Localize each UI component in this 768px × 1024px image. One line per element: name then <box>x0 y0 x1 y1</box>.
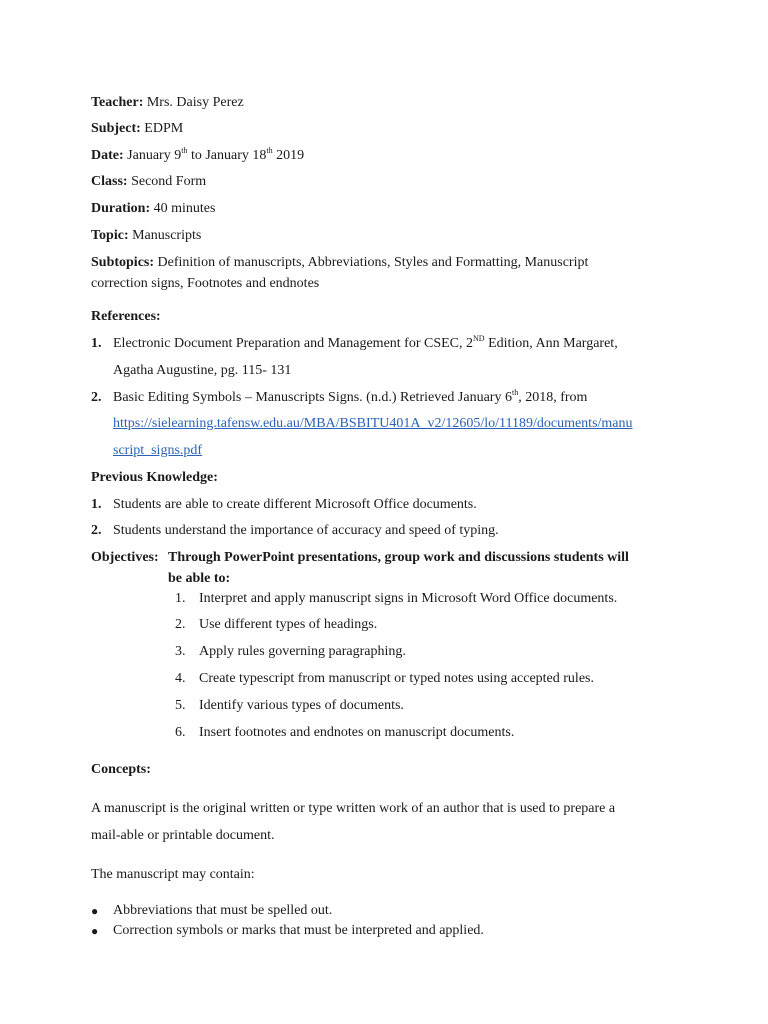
date-label: Date: <box>91 148 124 163</box>
subtopics-value-1: Definition of manuscripts, Abbreviations, Styles and Formatting, Manuscript <box>157 255 589 270</box>
subtopics-line <box>91 254 588 272</box>
teacher-label: Teacher: <box>91 95 144 110</box>
subtopics-label: Subtopics: <box>91 255 155 270</box>
bullet-2-text: Correction symbols or marks that must be interpreted and applied. <box>113 923 484 938</box>
teacher-line <box>91 94 244 112</box>
reference-2-text-a: Basic Editing Symbols – Manuscripts Signs. (n.d.) Retrieved January 6 <box>113 390 512 405</box>
objective-1-number: 1. <box>175 591 186 606</box>
subject-value: EDPM <box>144 121 184 136</box>
reference-2-link-line-2[interactable]: script_signs.pdf <box>113 443 203 458</box>
duration-label: Duration: <box>91 201 151 216</box>
objective-1-text: Interpret and apply manuscript signs in Microsoft Word Office documents. <box>199 591 618 606</box>
reference-1-text-b: Edition, Ann Margaret, <box>484 336 618 351</box>
class-value: Second Form <box>131 174 207 189</box>
references-heading: References: <box>91 309 161 324</box>
date-value-end: to January 18 <box>187 148 267 163</box>
objective-3-text: Apply rules governing paragraphing. <box>199 644 406 659</box>
reference-1-sup: ND <box>473 334 485 343</box>
concepts-paragraph-line-1: A manuscript is the original written or type written work of an author that is used to prepare a <box>91 801 616 816</box>
bullet-1-glyph: ● <box>91 904 99 918</box>
reference-2-sup: th <box>511 388 519 397</box>
reference-2-number: 2. <box>91 390 102 405</box>
objectives-intro-2: be able to: <box>168 571 231 586</box>
bullet-2-glyph: ● <box>91 924 99 938</box>
pk-1-text: Students are able to create different Microsoft Office documents. <box>113 497 477 512</box>
objective-5-number: 5. <box>175 698 186 713</box>
subject-line <box>91 120 183 138</box>
concepts-paragraph-line-2: mail-able or printable document. <box>91 828 275 843</box>
topic-label: Topic: <box>91 228 129 243</box>
objective-6-number: 6. <box>175 725 186 740</box>
may-contain-text: The manuscript may contain: <box>91 867 255 882</box>
objective-4-text: Create typescript from manuscript or typed notes using accepted rules. <box>199 671 594 686</box>
topic-value: Manuscripts <box>132 228 202 243</box>
pk-2-number: 2. <box>91 523 102 538</box>
reference-2-text-b: , 2018, from <box>518 390 588 405</box>
reference-1-line-2: Agatha Augustine, pg. 115- 131 <box>113 363 292 378</box>
duration-line <box>91 200 215 218</box>
objective-4-number: 4. <box>175 671 186 686</box>
pk-1-number: 1. <box>91 497 102 512</box>
objectives-label: Objectives: <box>91 550 159 565</box>
date-start-sup: th <box>181 146 188 155</box>
objective-3-number: 3. <box>175 644 186 659</box>
subject-label: Subject: <box>91 121 141 136</box>
objective-6-text: Insert footnotes and endnotes on manuscript documents. <box>199 725 515 740</box>
objective-5-text: Identify various types of documents. <box>199 698 404 713</box>
objectives-intro-1: Through PowerPoint presentations, group work and discussions students will <box>168 550 629 565</box>
reference-1-number: 1. <box>91 336 102 351</box>
subtopics-line-2: correction signs, Footnotes and endnotes <box>91 276 320 291</box>
class-label: Class: <box>91 174 128 189</box>
reference-1-text-a: Electronic Document Preparation and Management for CSEC, 2 <box>113 336 474 351</box>
concepts-heading: Concepts: <box>91 762 151 777</box>
reference-1-line-1 <box>113 335 618 353</box>
reference-2-link-line-1[interactable]: https://sielearning.tafensw.edu.au/MBA/BSBITU401A_v2/12605/lo/11189/documents/manu <box>113 416 633 431</box>
teacher-value: Mrs. Daisy Perez <box>146 95 244 110</box>
previous-knowledge-heading: Previous Knowledge: <box>91 470 218 485</box>
date-end-sup: th <box>266 146 273 155</box>
pk-2-text: Students understand the importance of accuracy and speed of typing. <box>113 523 499 538</box>
date-value-year: 2019 <box>272 148 305 163</box>
date-value-start: January 9 <box>127 148 182 163</box>
bullet-1-text: Abbreviations that must be spelled out. <box>113 903 333 918</box>
duration-value: 40 minutes <box>153 201 216 216</box>
objective-2-text: Use different types of headings. <box>199 617 378 632</box>
reference-2-line-1 <box>113 389 587 407</box>
date-line <box>91 147 304 165</box>
objective-2-number: 2. <box>175 617 186 632</box>
topic-line <box>91 227 201 245</box>
class-line <box>91 173 206 191</box>
